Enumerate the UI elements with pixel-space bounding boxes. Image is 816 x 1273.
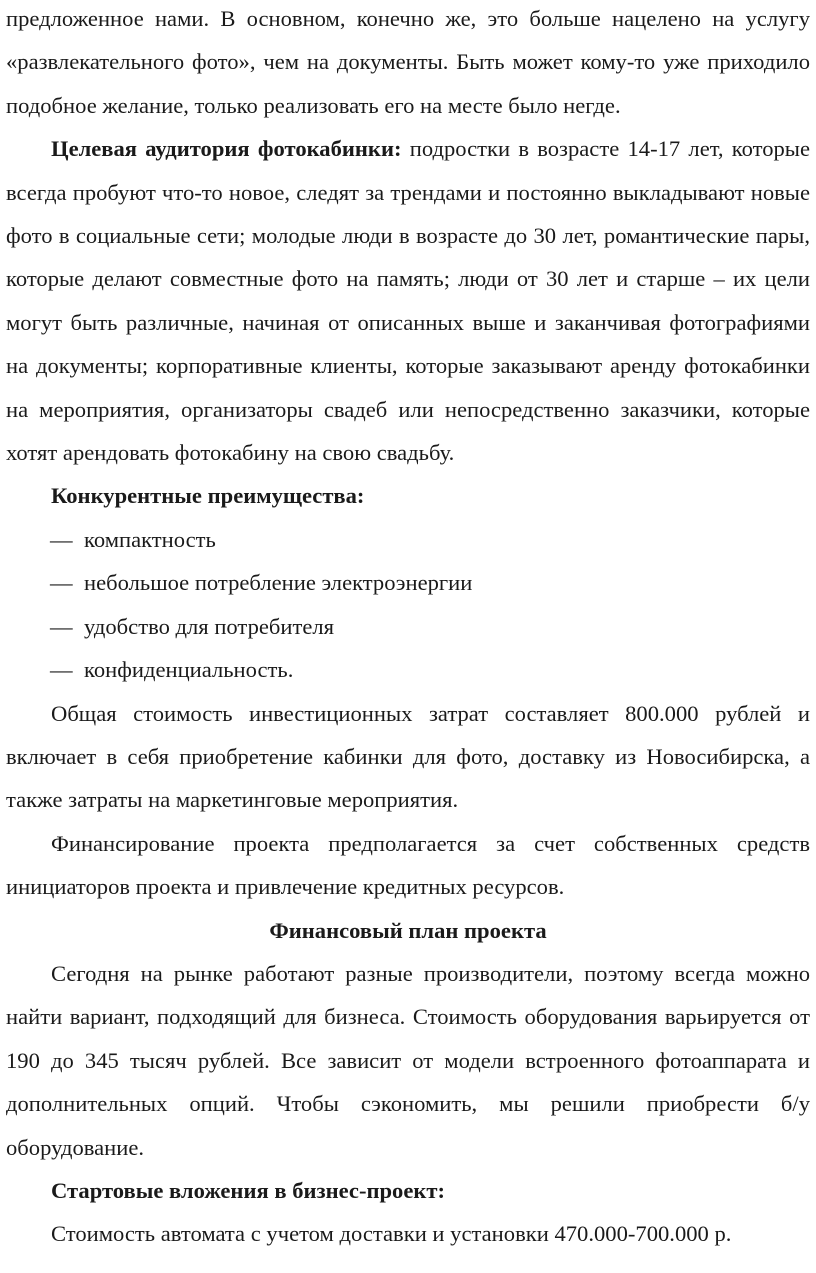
paragraph-financing: Финансирование проекта предполагается за счет собственных средств инициаторов проекта и привлечение кредитных ресурсов. bbox=[6, 830, 810, 900]
paragraph-target-audience bbox=[6, 127, 810, 474]
paragraph-startup-cost: Стоимость автомата с учетом доставки и установки 470.000-700.000 р. bbox=[51, 1221, 732, 1247]
financial-plan-heading: Финансовый план проекта bbox=[269, 917, 547, 943]
list-item bbox=[6, 648, 810, 691]
advantages-list bbox=[6, 518, 810, 692]
list-item-text: компактность bbox=[84, 526, 216, 552]
dash-marker: — bbox=[50, 526, 73, 552]
list-item-text: конфиденциальность. bbox=[84, 657, 294, 683]
startup-heading: Стартовые вложения в бизнес-проект: bbox=[51, 1177, 446, 1203]
dash-marker: — bbox=[50, 657, 73, 683]
list-item-text: удобство для потребителя bbox=[84, 613, 335, 639]
list-item bbox=[6, 605, 810, 648]
paragraph-financial-plan: Сегодня на рынке работают разные производители, поэтому всегда можно найти вариант, подходящий для бизнеса. Стоимость оборудования варьируется от 190 до 345 тысяч рублей. Все зависит от модели встроенного фотоаппарата и дополнительных опций. Чтобы сэкономить, мы решили приобрести б/у оборудование. bbox=[6, 960, 810, 1160]
list-item bbox=[6, 561, 810, 604]
paragraph-continuation: предложенное нами. В основном, конечно же, это больше нацелено на услугу «развлекательного фото», чем на документы. Быть может кому-то уже приходило подобное желание, только реализовать его на месте было негде. bbox=[6, 6, 810, 118]
paragraph-investment: Общая стоимость инвестиционных затрат составляет 800.000 рублей и включает в себя приобретение кабинки для фото, доставку из Новосибирска, а также затраты на маркетинговые мероприятия. bbox=[6, 700, 810, 813]
list-item bbox=[6, 518, 810, 561]
advantages-heading: Конкурентные преимущества: bbox=[51, 483, 365, 509]
target-audience-text: подростки в возрасте 14-17 лет, которые всегда пробуют что-то новое, следят за трендами и постоянно выкладывают новые фото в социальные сети; молодые люди в возрасте до 30 лет, романтические пары, которые делают совместные фото на память; люди от 30 лет и старше – их цели могут быть различные, начиная от описанных выше и заканчивая фотографиями на документы; корпоративные клиенты, которые заказывают аренду фотокабинки на мероприятия, организаторы свадеб или непосредственно заказчики, которые хотят арендовать фотокабину на свою свадьбу. bbox=[6, 136, 810, 466]
dash-marker: — bbox=[50, 613, 73, 639]
list-item-text: небольшое потребление электроэнергии bbox=[84, 570, 473, 596]
dash-marker: — bbox=[50, 570, 73, 596]
target-audience-label: Целевая аудитория фотокабинки: bbox=[51, 136, 402, 162]
